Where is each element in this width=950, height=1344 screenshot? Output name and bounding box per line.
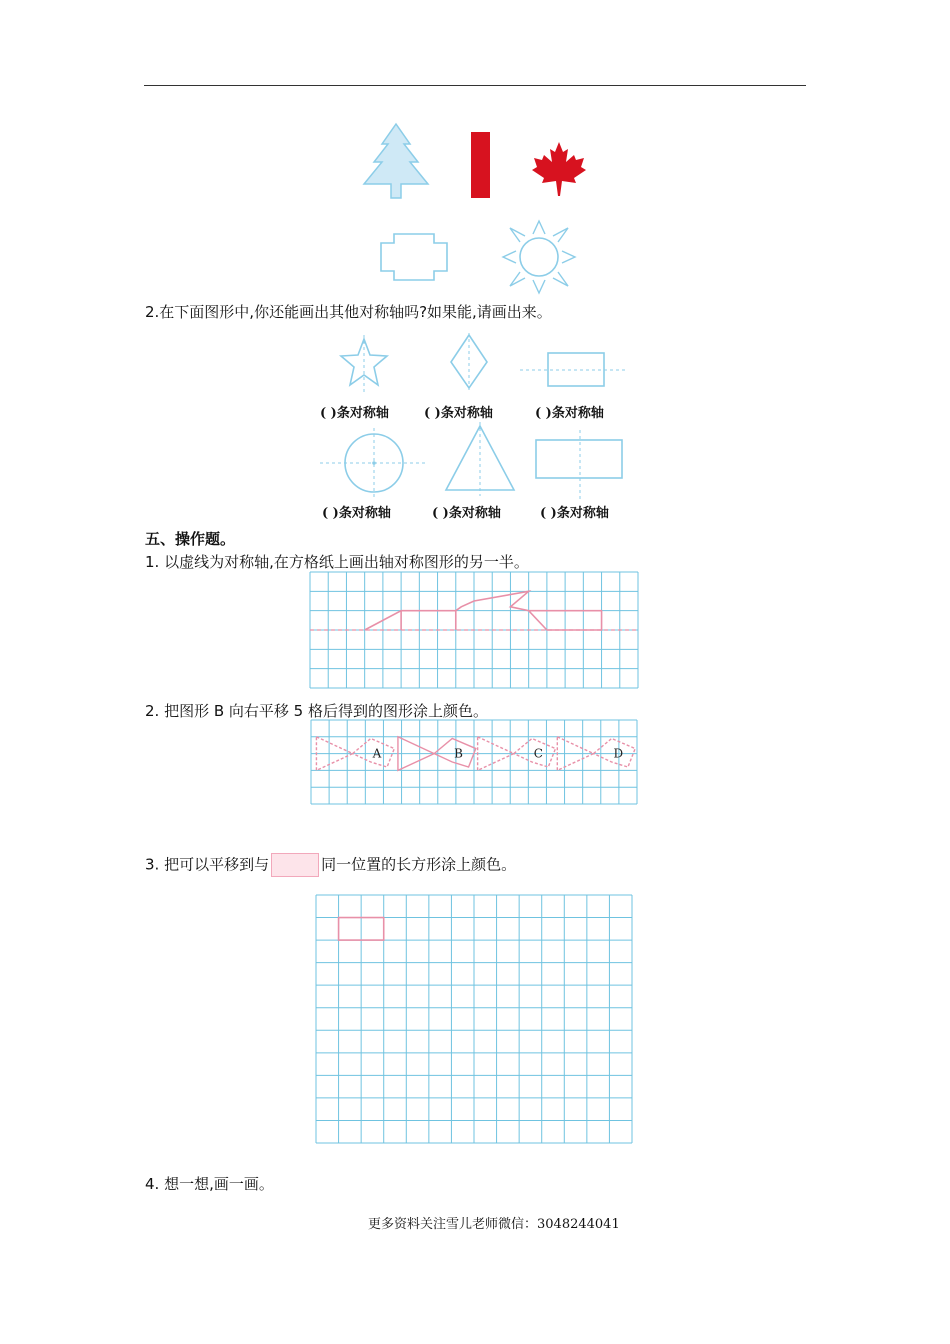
axis-count-rectangle: ( )条对称轴 bbox=[535, 406, 604, 421]
question-5-3-before: 3. 把可以平移到与 bbox=[145, 855, 270, 874]
circle-shape bbox=[320, 428, 428, 498]
star-icon bbox=[330, 335, 398, 395]
section-5-title: 五、操作题。 bbox=[145, 530, 236, 548]
fish-label-C: C bbox=[533, 746, 543, 761]
footer-contact: 更多资料关注雪儿老师微信：3048244041 bbox=[368, 1217, 620, 1232]
grid-lines bbox=[316, 895, 632, 1143]
sun-icon bbox=[500, 218, 578, 296]
axis-count-triangle: ( )条对称轴 bbox=[432, 506, 501, 521]
question-5-2: 2. 把图形 B 向右平移 5 格后得到的图形涂上颜色。 bbox=[145, 702, 488, 720]
question-5-3 bbox=[145, 853, 516, 877]
pink-rectangle-sample bbox=[271, 853, 319, 877]
question-5-4: 4. 想一想,画一画。 bbox=[145, 1175, 274, 1193]
cross-shape bbox=[380, 233, 448, 281]
axis-count-star: ( )条对称轴 bbox=[320, 406, 389, 421]
grid-lines bbox=[311, 720, 637, 804]
maple-leaf-icon bbox=[530, 140, 588, 198]
rectangle-grid bbox=[316, 895, 634, 1145]
fish-label-D: D bbox=[613, 746, 624, 761]
question-5-3-after: 同一位置的长方形涂上颜色。 bbox=[321, 855, 517, 874]
triangle-shape bbox=[440, 422, 520, 496]
question-5-1: 1. 以虚线为对称轴,在方格纸上画出轴对称图形的另一半。 bbox=[145, 553, 529, 571]
header-rule bbox=[144, 85, 806, 86]
axis-count-rectangle-large: ( )条对称轴 bbox=[540, 506, 609, 521]
question-4-2: 2.在下面图形中,你还能画出其他对称轴吗?如果能,请画出来。 bbox=[145, 303, 552, 321]
fish-label-B: B bbox=[454, 746, 463, 761]
translation-grid bbox=[311, 720, 637, 804]
tree-icon bbox=[360, 122, 432, 200]
rectangle-shape-large bbox=[532, 430, 628, 500]
rhombus-shape bbox=[446, 333, 492, 391]
fish-label-A: A bbox=[372, 746, 382, 761]
axis-count-circle: ( )条对称轴 bbox=[322, 506, 391, 521]
red-bar bbox=[471, 132, 491, 198]
axis-count-rhombus: ( )条对称轴 bbox=[424, 406, 493, 421]
rectangle-shape-small bbox=[520, 350, 628, 390]
symmetry-grid bbox=[310, 572, 640, 690]
